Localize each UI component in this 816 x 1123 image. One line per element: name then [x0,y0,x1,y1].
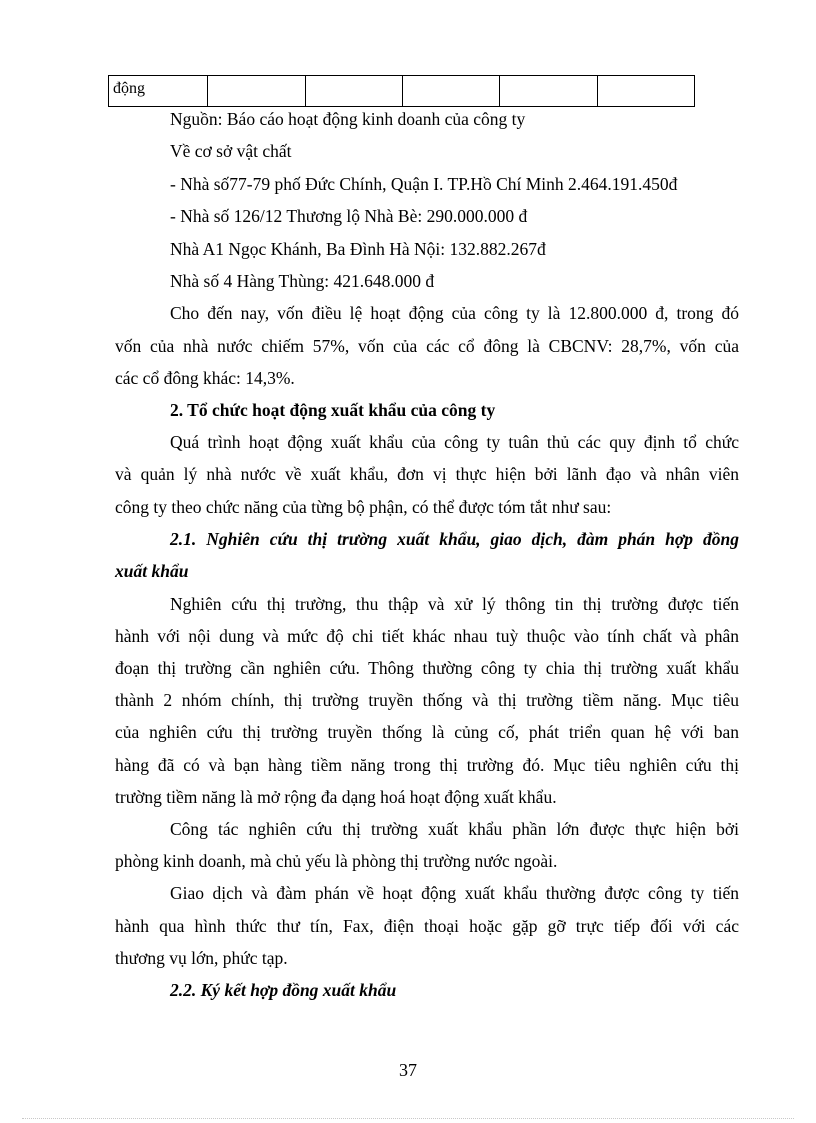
subsection-heading-cont: xuất khẩu [115,561,189,581]
facility-item: Nhà A1 Ngọc Khánh, Ba Đình Hà Nội: 132.882.267đ [170,239,546,259]
source-note: Nguồn: Báo cáo hoạt động kinh doanh của công ty [170,109,526,129]
research-line: hành với nội dung và mức độ chi tiết khác nhau tuỳ thuộc vào tính chất và phân [115,626,739,646]
page-bottom-divider [22,1118,794,1119]
intro-line: và quản lý nhà nước về xuất khẩu, đơn vị thực hiện bởi lãnh đạo và nhân viên [115,464,739,484]
negotiation-line: hành qua hình thức thư tín, Fax, điện thoại hoặc gặp gỡ trực tiếp đối với các [115,916,739,936]
page-number: 37 [399,1060,417,1080]
capital-line: các cổ đông khác: 14,3%. [115,368,295,388]
table-fragment [108,75,695,107]
table-row [109,76,695,107]
facility-item: Nhà số 4 Hàng Thùng: 421.648.000 đ [170,271,435,291]
negotiation-line: thương vụ lớn, phức tạp. [115,948,288,968]
research-line: thành 2 nhóm chính, thị trường truyền thống và thị trường tiềm năng. Mục tiêu [115,690,739,710]
subsection-heading: 2.2. Ký kết hợp đồng xuất khẩu [170,980,397,1000]
research-line: Nghiên cứu thị trường, thu thập và xử lý thông tin thị trường được tiến [170,594,739,614]
intro-line: Quá trình hoạt động xuất khẩu của công ty tuân thủ các quy định tổ chức [170,432,739,452]
table-cell [306,76,403,107]
work-line: phòng kinh doanh, mà chủ yếu là phòng thị trường nước ngoài. [115,851,558,871]
section-heading: 2. Tổ chức hoạt động xuất khẩu của công ty [170,400,496,420]
research-line: trường tiềm năng là mở rộng đa dạng hoá hoạt động xuất khẩu. [115,787,557,807]
research-line: đoạn thị trường cần nghiên cứu. Thông thường công ty chia thị trường xuất khẩu [115,658,739,678]
table-cell [403,76,500,107]
table-cell: động [109,76,208,107]
facility-item: - Nhà số77-79 phố Đức Chính, Quận I. TP.Hồ Chí Minh 2.464.191.450đ [170,174,678,194]
negotiation-line: Giao dịch và đàm phán về hoạt động xuất khẩu thường được công ty tiến [170,883,739,903]
research-line: hàng đã có và bạn hàng tiềm năng trong thị trường đó. Mục tiêu nghiên cứu thị [115,755,739,775]
intro-line: công ty theo chức năng của từng bộ phận, có thể được tóm tắt như sau: [115,497,612,517]
work-line: Công tác nghiên cứu thị trường xuất khẩu phần lớn được thực hiện bởi [170,819,739,839]
table-cell [598,76,695,107]
capital-line: Cho đến nay, vốn điều lệ hoạt động của công ty là 12.800.000 đ, trong đó [170,303,739,323]
subsection-heading: 2.1. Nghiên cứu thị trường xuất khẩu, giao dịch, đàm phán hợp đồng [170,529,739,549]
research-line: của nghiên cứu thị trường truyền thống là củng cố, phát triển quan hệ với ban [115,722,739,742]
facility-item: - Nhà số 126/12 Thương lộ Nhà Bè: 290.000.000 đ [170,206,528,226]
facilities-heading: Về cơ sở vật chất [170,141,292,161]
table-cell [500,76,598,107]
table-cell [208,76,306,107]
capital-line: vốn của nhà nước chiếm 57%, vốn của các cổ đông là CBCNV: 28,7%, vốn của [115,336,739,356]
